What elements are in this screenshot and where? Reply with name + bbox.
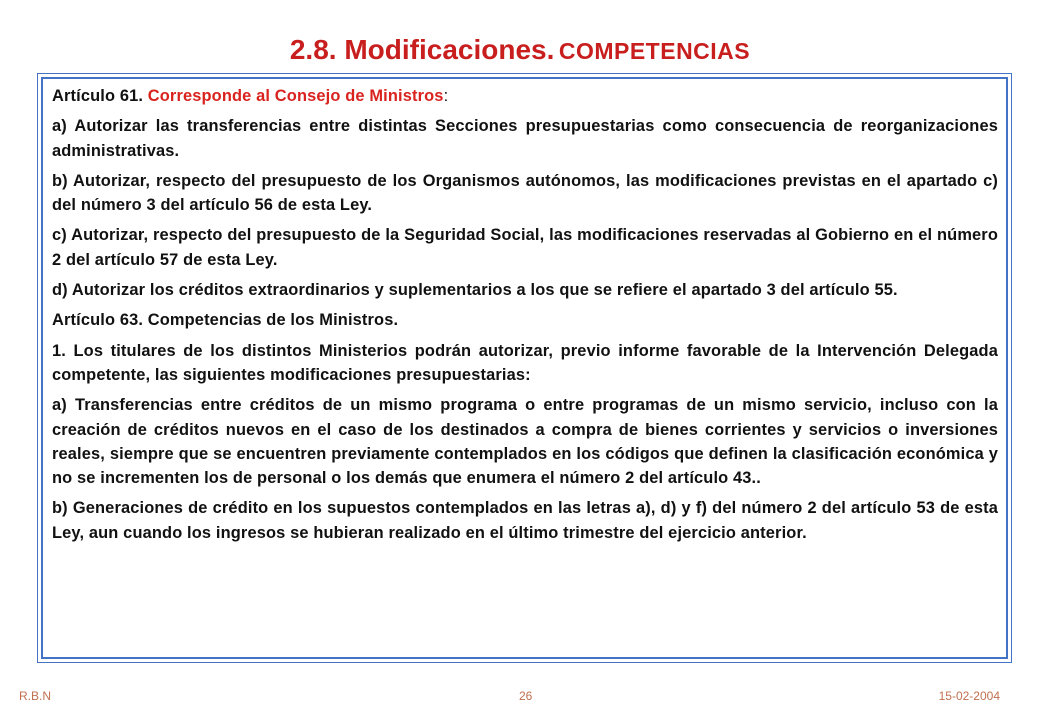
art61-title: Corresponde al Consejo de Ministros [147, 87, 444, 105]
art61-heading: Artículo 61. [52, 87, 144, 105]
title-sub: COMPETENCIAS [558, 38, 751, 64]
content-frame [41, 77, 1008, 659]
paragraph-d: d) Autorizar los créditos extraordinarios y suplementarios a los que se refiere el apartado 3 del artículo 55. [52, 281, 898, 300]
page-title [0, 30, 1040, 75]
footer-date: 15-02-2004 [938, 689, 1000, 703]
footer-page-number: 26 [519, 689, 533, 703]
paragraph-b: b) Autorizar, respecto del presupuesto de los Organismos autónomos, las modificaciones previstas en el apartado c) del número 3 del artículo 56 de esta Ley. [52, 171, 998, 215]
footer-author: R.B.N [19, 689, 52, 703]
title-main: 2.8. Modificaciones. [289, 34, 555, 65]
paragraph-1: 1. Los titulares de los distintos Ministerios podrán autorizar, previo informe favorable de la Intervención Delegada competente, las siguientes modificaciones presupuestarias: [52, 341, 998, 384]
art63-heading: Artículo 63. Competencias de los Ministros. [52, 311, 399, 330]
paragraph-1b: b) Generaciones de crédito en los supuestos contemplados en las letras a), d) y f) del número 2 del artículo 53 de esta Ley, aun cuando los ingresos se hubieran realizado en el último trimestre del ejercicio anterior. [52, 499, 998, 542]
art61-colon: : [443, 87, 449, 105]
art61-line [52, 84, 998, 108]
paragraph-a: a) Autorizar las transferencias entre distintas Secciones presupuestarias como consecuencia de reorganizaciones administrativas. [52, 117, 998, 160]
paragraph-c: c) Autorizar, respecto del presupuesto de la Seguridad Social, las modificaciones reservadas al Gobierno en el número 2 del artículo 57 de esta Ley. [52, 226, 998, 269]
paragraph-1a: a) Transferencias entre créditos de un mismo programa o entre programas de un mismo servicio, incluso con la creación de créditos nuevos en el caso de los destinados a compra de bienes corrientes y servicios o inversiones reales, siempre que se encuentren previamente contemplados en los códigos que definen la clasificación económica y no se incrementen los de personal o los demás que enumera el número 2 del artículo 43.. [52, 396, 998, 488]
